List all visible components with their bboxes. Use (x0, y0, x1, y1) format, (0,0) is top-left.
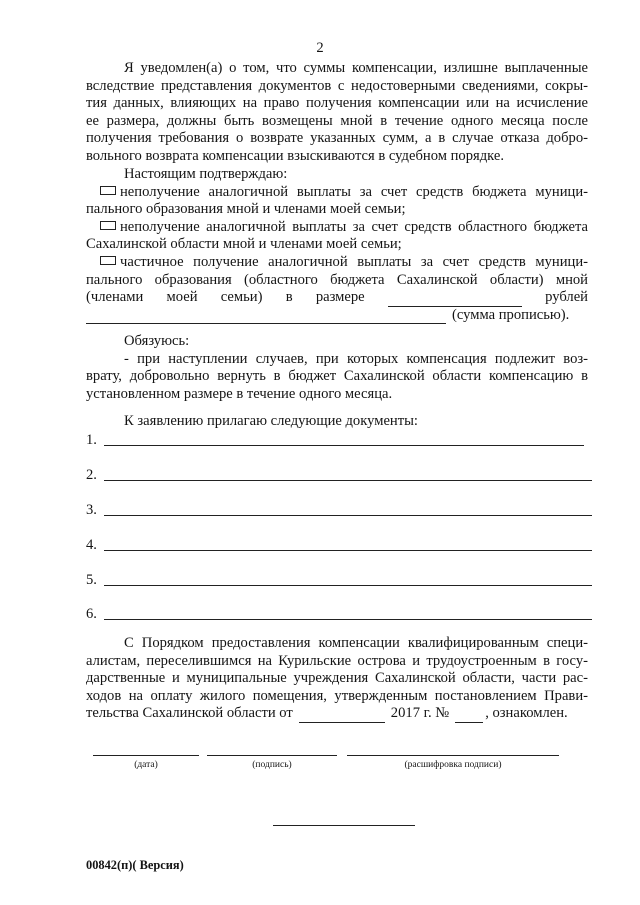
date-caption: (дата) (134, 760, 158, 770)
notice-paragraph (86, 60, 588, 166)
attachments-heading (86, 413, 588, 431)
obligation-line: установленном размере в течение одного месяца. (86, 385, 393, 402)
amount-words-row (86, 307, 588, 325)
confirm-section (86, 166, 588, 324)
amount-words-label: (сумма прописью). (452, 306, 570, 323)
notice-line: вольного возврата компенсации взыскиваются в судебном порядке. (86, 147, 504, 164)
confirm-option-2 (86, 219, 588, 237)
word: в (285, 289, 293, 306)
order-line: алистам, переселившимся на Курильские острова и трудоустроенным в госу- (86, 652, 588, 669)
attachments-heading-text: К заявлению прилагаю следующие документы: (124, 413, 418, 429)
attachment-number: 6. (86, 606, 97, 622)
signature-decode-caption: (расшифровка подписи) (404, 760, 502, 770)
attachment-row-2[interactable] (86, 466, 592, 484)
checkbox[interactable] (100, 186, 116, 195)
attachment-row-4[interactable] (86, 536, 592, 554)
obligation-section (86, 333, 588, 403)
attachment-number: 5. (86, 572, 97, 588)
word: моей (166, 289, 198, 306)
obligation-line: - при наступлении случаев, при которых компенсация подлежит воз- (124, 350, 588, 367)
notice-line: тия данных, влияющих на право получения компенсации или на исчисление (86, 95, 588, 112)
attachment-row-1[interactable] (86, 431, 584, 449)
attachment-line[interactable] (104, 573, 592, 586)
word: семьи) (220, 289, 263, 306)
option-text: неполучение аналогичной выплаты за счет средств бюджета муници- (120, 183, 588, 200)
order-text: , ознакомлен. (485, 705, 568, 722)
option-text: пального образования (областного бюджета Сахалинской области) мной (86, 271, 588, 288)
word: размере (315, 289, 365, 306)
word: (членами (86, 289, 144, 306)
attachment-line[interactable] (104, 468, 592, 481)
attachment-line[interactable] (104, 538, 592, 551)
order-line-date (86, 705, 588, 723)
resolution-date-field[interactable] (299, 710, 385, 723)
option-text: частичное получение аналогичной выплаты за счет средств муници- (120, 253, 588, 270)
extra-signature-line[interactable] (273, 825, 415, 826)
attachment-number: 3. (86, 502, 97, 518)
page-number: 2 (316, 40, 324, 56)
signature-decode-field[interactable] (347, 755, 559, 756)
notice-line: ее размера, должны быть возмещены мной в течение одного месяца после (86, 112, 588, 129)
document-code: 00842(п)( Версия) (86, 858, 184, 872)
order-text: тельства Сахалинской области от (86, 705, 293, 722)
order-line: дарственные и муниципальные учреждения Сахалинской области, части рас- (86, 670, 588, 687)
order-line: С Порядком предоставления компенсации квалифицированным специ- (124, 635, 588, 651)
word: рублей (545, 289, 588, 306)
notice-line: вследствие представления документов с недостоверными сведениями, сокры- (86, 77, 588, 94)
option-text: неполучение аналогичной выплаты за счет средств областного бюджета (120, 218, 588, 235)
confirm-option-1 (86, 184, 588, 202)
attachment-line[interactable] (104, 607, 592, 620)
attachment-line[interactable] (104, 503, 592, 516)
signature-field[interactable] (207, 755, 337, 756)
date-field[interactable] (93, 755, 199, 756)
attachment-number: 1. (86, 432, 97, 448)
confirm-heading: Настоящим подтверждаю: (124, 166, 288, 182)
resolution-number-field[interactable] (455, 710, 483, 723)
attachment-number: 4. (86, 537, 97, 553)
notice-line: получения требования о возврате указанных сумм, а в случае отказа добро- (86, 130, 588, 147)
attachment-row-3[interactable] (86, 501, 592, 519)
amount-words-field[interactable] (86, 311, 446, 324)
attachment-number: 2. (86, 467, 97, 483)
attachment-row-6[interactable] (86, 605, 592, 623)
order-paragraph (86, 635, 588, 723)
obligation-heading: Обязуюсь: (124, 333, 190, 349)
checkbox[interactable] (100, 221, 116, 230)
checkbox[interactable] (100, 256, 116, 265)
amount-field[interactable] (388, 294, 522, 307)
confirm-option-3 (86, 254, 588, 272)
attachment-line[interactable] (104, 433, 584, 446)
order-line: ходов на оплату жилого помещения, утвержденным постановлением Прави- (86, 687, 588, 704)
option-amount-row (86, 289, 588, 307)
notice-line: Я уведомлен(а) о том, что суммы компенсации, излишне выплаченные (124, 60, 588, 76)
order-text: 2017 г. № (390, 705, 450, 722)
option-text: Сахалинской области мной и членами моей семьи; (86, 236, 402, 253)
attachment-row-5[interactable] (86, 571, 592, 589)
obligation-line: врату, добровольно вернуть в бюджет Сахалинской области компенсацию в (86, 368, 588, 385)
option-text: пального образования мной и членами моей семьи; (86, 201, 406, 218)
signature-caption: (подпись) (252, 760, 292, 770)
